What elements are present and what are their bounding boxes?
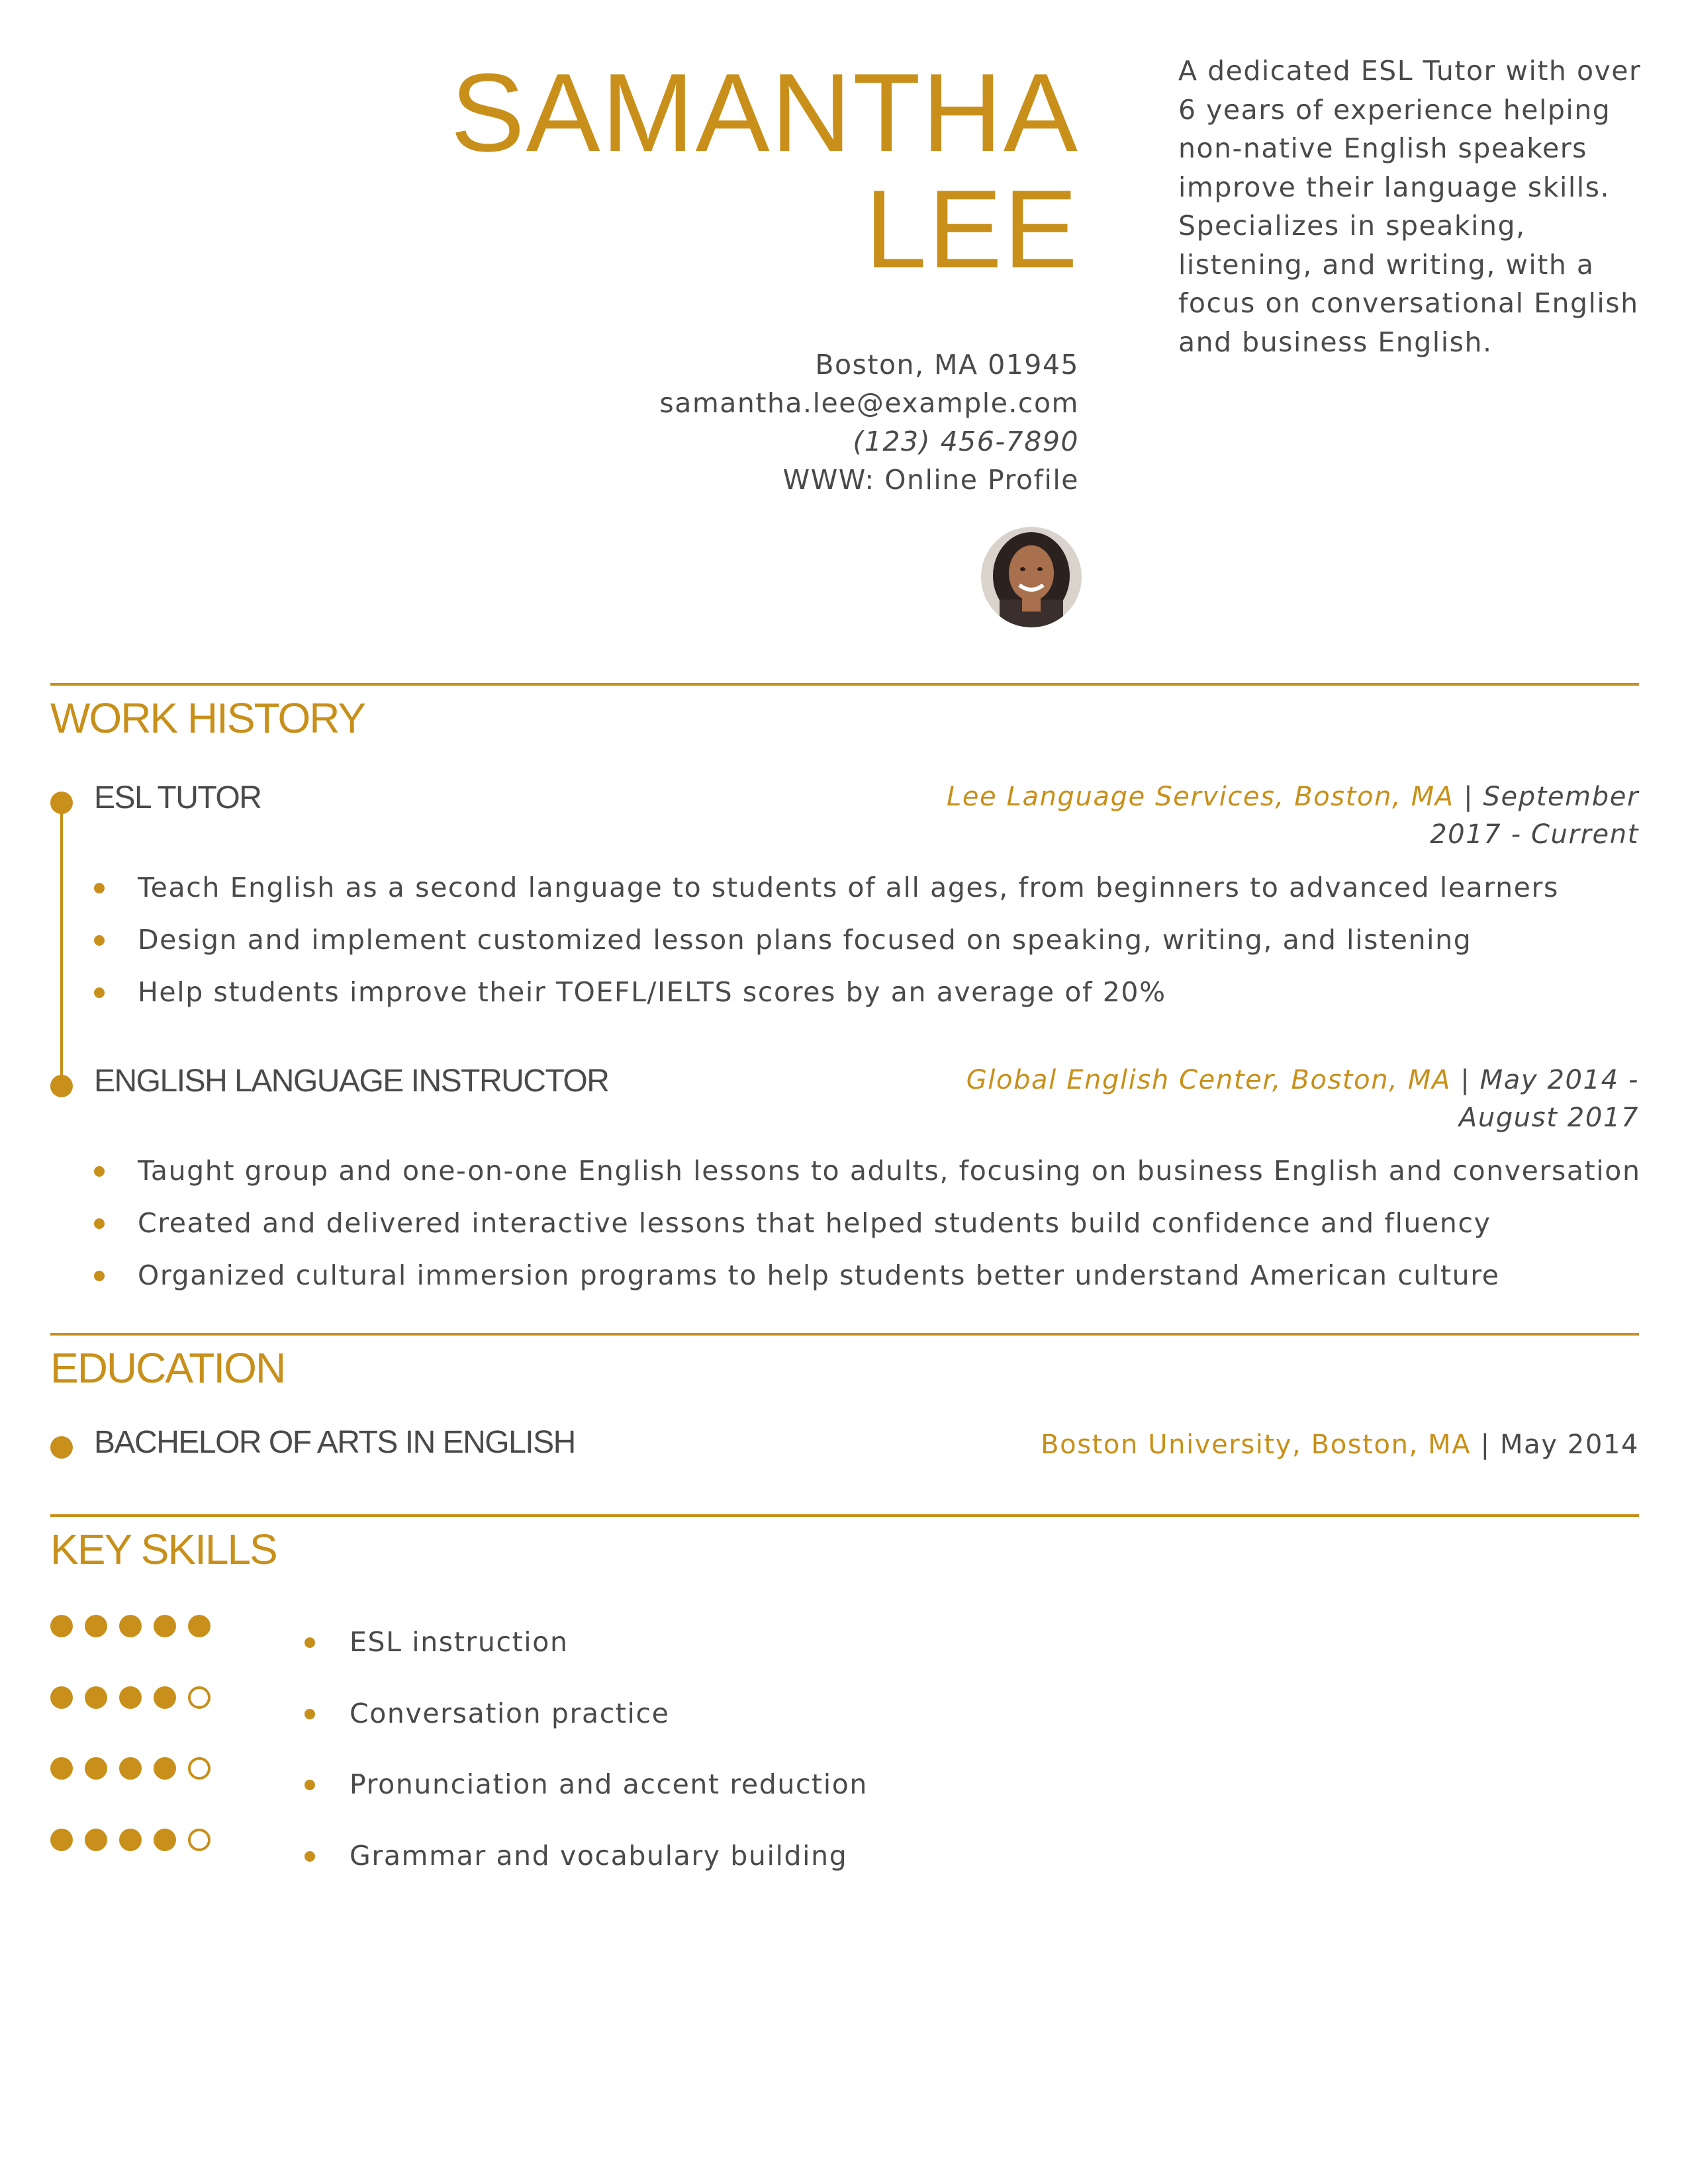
job-dates-end: 2017 - Current xyxy=(1430,819,1639,850)
rating-dot-filled xyxy=(154,1829,176,1851)
rating-dot-filled xyxy=(154,1615,176,1637)
education-meta xyxy=(1041,1426,1639,1464)
job-company: Global English Center, Boston, MA xyxy=(966,1065,1451,1095)
timeline-line xyxy=(60,802,63,1085)
rating-dot-filled xyxy=(119,1829,142,1851)
timeline-dot xyxy=(50,792,73,814)
list-item: Help students improve their TOEFL/IELTS scores by an average of 20% xyxy=(94,973,1559,1025)
timeline-dot xyxy=(50,1436,73,1459)
separator: | xyxy=(1480,1430,1491,1460)
rating-dot-filled xyxy=(50,1615,73,1637)
skill-item: Grammar and vocabulary building xyxy=(305,1837,868,1908)
rating-dot-filled xyxy=(119,1686,142,1709)
list-item: Design and implement customized lesson plans focused on speaking, writing, and listening xyxy=(94,921,1559,973)
job-title: ESL TUTOR xyxy=(94,780,261,815)
rating-dot-filled xyxy=(154,1757,176,1780)
summary-line: listening, and writing, with a xyxy=(1178,248,1595,281)
job-meta xyxy=(966,1062,1639,1137)
skills-list xyxy=(305,1623,868,1907)
summary-line: and business English. xyxy=(1178,326,1493,358)
job-dates-end: August 2017 xyxy=(1458,1103,1639,1133)
rating-dot-filled xyxy=(50,1757,73,1780)
skill-rating xyxy=(50,1615,211,1637)
job-dates-start: September xyxy=(1483,782,1639,812)
candidate-name xyxy=(450,50,1079,291)
skill-rating xyxy=(50,1757,211,1780)
rating-dot-filled xyxy=(85,1757,107,1780)
list-item: Teach English as a second language to students of all ages, from beginners to advanced learners xyxy=(94,868,1559,921)
job-meta xyxy=(947,778,1639,854)
summary-line: Specializes in speaking, xyxy=(1178,210,1526,242)
section-divider xyxy=(50,1514,1639,1517)
rating-dot-filled xyxy=(50,1829,73,1851)
professional-summary xyxy=(1178,52,1642,361)
job-company-line xyxy=(947,778,1639,816)
rating-dot-filled xyxy=(119,1757,142,1780)
contact-website[interactable]: WWW: Online Profile xyxy=(782,464,1079,496)
job-bullets xyxy=(94,868,1559,1025)
name-last: LEE xyxy=(865,167,1079,291)
summary-line: non-native English speakers xyxy=(1178,132,1587,164)
name-first: SAMANTHA xyxy=(450,50,1079,175)
rating-dot-filled xyxy=(154,1686,176,1709)
contact-email[interactable]: samantha.lee@example.com xyxy=(659,387,1079,419)
rating-dot-filled xyxy=(85,1829,107,1851)
skill-item: ESL instruction xyxy=(305,1623,868,1694)
school-name: Boston University, Boston, MA xyxy=(1041,1430,1472,1460)
skill-rating xyxy=(50,1686,211,1709)
section-divider xyxy=(50,1333,1639,1336)
rating-dot-filled xyxy=(119,1615,142,1637)
contact-address: Boston, MA 01945 xyxy=(815,349,1079,381)
key-skills-heading: KEY SKILLS xyxy=(50,1525,277,1573)
skill-rating xyxy=(50,1829,211,1851)
rating-dot-empty xyxy=(188,1757,211,1780)
work-history-heading: WORK HISTORY xyxy=(50,694,365,742)
summary-line: improve their language skills. xyxy=(1178,171,1611,203)
job-company-line xyxy=(966,1062,1639,1099)
avatar xyxy=(981,527,1082,627)
summary-line: focus on conversational English xyxy=(1178,287,1639,319)
job-bullets xyxy=(94,1152,1641,1308)
list-item: Taught group and one-on-one English lessons to adults, focusing on business English and conversation xyxy=(94,1152,1641,1204)
job-company: Lee Language Services, Boston, MA xyxy=(946,782,1454,812)
rating-dot-empty xyxy=(188,1829,211,1851)
contact-info xyxy=(659,345,1079,499)
separator: | xyxy=(1460,1065,1471,1095)
rating-dot-filled xyxy=(188,1615,211,1637)
summary-line: A dedicated ESL Tutor with over xyxy=(1178,55,1642,87)
education-heading: EDUCATION xyxy=(50,1344,285,1392)
job-dates-start: May 2014 - xyxy=(1479,1065,1639,1095)
graduation-date: May 2014 xyxy=(1499,1430,1639,1460)
list-item: Organized cultural immersion programs to help students better understand American culture xyxy=(94,1256,1641,1308)
rating-dot-filled xyxy=(50,1686,73,1709)
skill-item: Conversation practice xyxy=(305,1694,868,1766)
rating-dot-filled xyxy=(85,1686,107,1709)
degree-title: BACHELOR OF ARTS IN ENGLISH xyxy=(94,1425,575,1460)
contact-phone[interactable]: (123) 456-7890 xyxy=(853,426,1079,457)
rating-dot-empty xyxy=(188,1686,211,1709)
summary-line: 6 years of experience helping xyxy=(1178,93,1611,126)
list-item: Created and delivered interactive lessons that helped students build confidence and fluency xyxy=(94,1204,1641,1256)
timeline-dot xyxy=(50,1075,73,1097)
section-divider xyxy=(50,683,1639,686)
skill-item: Pronunciation and accent reduction xyxy=(305,1765,868,1837)
rating-dot-filled xyxy=(85,1615,107,1637)
job-title: ENGLISH LANGUAGE INSTRUCTOR xyxy=(94,1064,609,1099)
separator: | xyxy=(1464,782,1474,812)
